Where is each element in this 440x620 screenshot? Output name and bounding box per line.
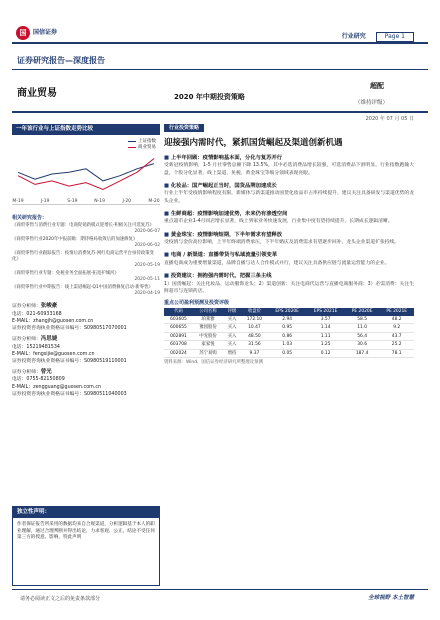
table-header-row: [164, 308, 414, 316]
section: [164, 252, 414, 267]
right-column: [164, 124, 414, 366]
footer-rule: [12, 589, 428, 590]
column-header: EPS 2020E: [268, 308, 306, 316]
table-body: [164, 316, 414, 358]
table-cell: 56.4: [345, 332, 380, 341]
section-lead: ■ 投资建议：拥抱强内需时代，把握三条主线: [164, 273, 414, 280]
left-column: [12, 124, 160, 398]
rating-note: （维持评级）: [354, 100, 388, 106]
table-cell: 78.1: [379, 349, 414, 358]
table-cell: 31.56: [241, 341, 268, 350]
analyst-card: [12, 335, 160, 365]
table-cell: 172.10: [241, 316, 268, 324]
list-item[interactable]: [12, 251, 160, 269]
related-date: 2020-05-19: [134, 262, 160, 268]
analyst-email[interactable]: E-MAIL：zhangjh@guosen.com.cn: [12, 318, 94, 324]
analyst-list: [12, 302, 160, 397]
section: [164, 155, 414, 177]
table-cell: 家家悦: [193, 341, 223, 350]
table-cell: 苏宁易购: [193, 349, 223, 358]
table-cell: 187.4: [345, 349, 380, 358]
table-cell: 1.14: [306, 324, 344, 333]
table-cell: 30.6: [345, 341, 380, 350]
related-list: [12, 223, 160, 296]
table-row: [164, 332, 414, 341]
column-header: 评级: [223, 308, 241, 316]
column-header: PE 2020E: [345, 308, 380, 316]
chart-legend: [128, 139, 156, 150]
table-cell: 0.12: [306, 349, 344, 358]
table-cell: 0.05: [268, 349, 306, 358]
section-body: 1）国货崛起：关注化妆品、运动服饰龙头；2）渠道创新：关注电商代运营与直播电商服务商；3）必需消费：关注生鲜超市与连锁药店。: [164, 281, 414, 295]
table-cell: 600655: [164, 324, 193, 333]
section-lead: ■ 黄金珠宝：疫情影响短期，下半年需求有望释放: [164, 232, 414, 239]
related-date: 2020-06-07: [134, 229, 160, 235]
top-right-tags: [342, 32, 414, 42]
table-cell: 买入: [223, 324, 241, 333]
section: [164, 183, 414, 205]
analyst-cert: 证券投资咨询执业资格证书编号：S0980519110001: [12, 358, 127, 364]
list-item[interactable]: [12, 271, 160, 283]
x-tick-label: J-20: [122, 198, 132, 204]
column-header: PE 2021E: [379, 308, 414, 316]
table-row: [164, 324, 414, 333]
table-cell: 48.2: [379, 316, 414, 324]
series-line: [18, 163, 154, 180]
rating: 超配: [370, 82, 384, 90]
list-item[interactable]: [12, 285, 160, 297]
analyst-phone: 电话：0755-82150809: [12, 377, 65, 383]
legend-item: [128, 145, 156, 151]
section-body: 受疫情与金价高位影响，上半年终端消费承压，下半年婚庆及消费需求有望逐步回补，龙头企业渠道扩张持续。: [164, 240, 400, 246]
table-cell: 买入: [223, 332, 241, 341]
industry-name: 商业贸易: [17, 88, 57, 99]
related-date: 2020-05-11: [134, 276, 160, 282]
x-tick-label: N-19: [94, 198, 105, 204]
table-cell: 43.7: [379, 332, 414, 341]
related-date: 2020-06-02: [134, 242, 160, 248]
table-cell: 1.11: [306, 332, 344, 341]
legend-label: 商业贸易: [138, 144, 156, 150]
related-date: 2020-04-19: [134, 290, 160, 296]
analyst-role: 证券分析师：: [12, 337, 41, 343]
analyst-name: 曾光: [40, 369, 52, 376]
table-cell: 603708: [164, 341, 193, 350]
analyst-role: 证券分析师：: [12, 370, 41, 376]
section-lead: ■ 化妆品：国产崛起正当时，国货品牌加速成长: [164, 183, 414, 190]
section-lead: ■ 上半年回顾：疫情影响基本面，分化与复苏并行: [164, 155, 414, 162]
report-title: 2020 年中期投资策略: [174, 93, 245, 101]
logo-icon: 国: [16, 26, 30, 40]
legend-label: 上证指数: [138, 138, 156, 144]
slogan: 全球视野 本土智慧: [368, 595, 414, 602]
report-date: 2020 年 07 月 05 日: [365, 116, 414, 122]
related-text: 《商贸零售行业跟踪报告：疫情后消费复苏·网红电商运营平台亟待政策变化》: [12, 250, 154, 262]
related-text: 《商贸零售行业2020年中报前瞻：期待格局收敛后的加速修复》: [12, 237, 138, 242]
disclaimer-link[interactable]: 请务必阅读正文之后的免责条款部分: [20, 595, 101, 602]
column-header: EPS 2021E: [306, 308, 344, 316]
analyst-phone: 电话：021-60933168: [12, 311, 62, 317]
legend-swatch: [128, 147, 136, 148]
table-cell: 中宠股份: [193, 332, 223, 341]
analyst-name: 冯思婕: [40, 336, 58, 343]
legend-swatch: [128, 141, 136, 142]
table-row: [164, 349, 414, 358]
table-cell: 25.2: [379, 341, 414, 350]
section-tag: 行业研究: [341, 33, 366, 40]
x-tick-label: M-20: [148, 198, 160, 204]
column-header: 收盘价: [241, 308, 268, 316]
table-cell: 豫园股份: [193, 324, 223, 333]
table-cell: 603605: [164, 316, 193, 324]
table-cell: 珀莱雅: [193, 316, 223, 324]
related-text: 《商贸零售与消费行业专题：电商促销新模式迎增长·积极关注可选复苏》: [12, 223, 154, 229]
table-cell: 2.94: [268, 316, 306, 324]
analyst-role: 证券分析师：: [12, 304, 41, 310]
table-row: [164, 316, 414, 324]
divider: [12, 69, 428, 70]
strategy-tag: 行业投资策略: [164, 124, 204, 132]
table-row: [164, 341, 414, 350]
table-cell: 0.86: [268, 332, 306, 341]
related-text: 《商贸零售行业专题：免税业务全面拓展·拓宽护城河》: [12, 270, 119, 276]
column-header: 代码: [164, 308, 193, 316]
broker-logo: [16, 26, 57, 40]
table-cell: 增持: [223, 349, 241, 358]
table-source: 资料来源：Wind、国信证券经济研究所整理及预测: [164, 360, 263, 366]
section: [164, 211, 414, 226]
section-lead: ■ 生鲜商超：疫情影响加速优势，未来仍有渗透空间: [164, 211, 414, 218]
statement-text: 作者保证报告所采用的数据均来自合规渠道，分析逻辑基于本人的职业理解，通过合理判断并得出结论，力求客观、公正，结论不受任何第三方的授意、影响，特此声明: [17, 521, 155, 541]
table-cell: 58.5: [345, 316, 380, 324]
x-tick-label: J-19: [40, 198, 50, 204]
table-cell: 买入: [223, 341, 241, 350]
series-line: [18, 158, 154, 189]
table-cell: 11.0: [345, 324, 380, 333]
section-body: 行业上半年受疫情影响程度有限，新媒体与新渠道推动国货化妆品市占率持续提升，建议关注具备研发与渠道优势的龙头企业。: [164, 191, 414, 204]
list-item[interactable]: [12, 223, 160, 235]
analyst-card: [12, 302, 160, 332]
x-tick-label: S-19: [67, 198, 78, 204]
table-cell: 买入: [223, 316, 241, 324]
column-header: 公司名称: [193, 308, 223, 316]
table-cell: 002024: [164, 349, 193, 358]
table-cell: 0.95: [268, 324, 306, 333]
analyst-phone: 电话：15219481534: [12, 344, 60, 350]
headline: 迎接强内需时代，紧抓国货崛起及渠道创新机遇: [164, 138, 343, 149]
table-cell: 9.2: [379, 324, 414, 333]
report-type: 证券研究报告—深度报告: [17, 56, 105, 65]
related-title: 相关研究报告：: [12, 214, 48, 221]
analyst-card: [12, 368, 160, 398]
table-cell: 9.37: [241, 349, 268, 358]
chart-title: 一年该行业与上证指数走势比较: [12, 124, 160, 135]
analyst-cert: 证券投资咨询执业资格证书编号：S0980511040003: [12, 391, 127, 397]
top-rule: [12, 42, 428, 44]
analyst-email[interactable]: E-MAIL：fengsijie@guosen.com.cn: [12, 351, 95, 357]
section-body: 直播电商成为重要增量渠道，品牌自播与达人合作模式并行，建议关注具备供应链与流量运营能力的企业。: [164, 261, 390, 267]
table-title: 重点公司盈利预测及投资评级: [164, 300, 230, 307]
page-number: Page 1: [376, 32, 414, 42]
related-text: 《商贸零售行业中期报告：线上渠道崛起·Q1中国消费修复启动·新零售》: [12, 284, 153, 290]
independence-statement: [12, 506, 160, 586]
list-item[interactable]: [12, 237, 160, 249]
section: [164, 232, 414, 247]
section-body: 重点超市企业1-4月同店增长显著，线上到家业务快速发展，行业集中度有望持续提升，长期成长逻辑清晰。: [164, 219, 393, 225]
forecast-table: [164, 308, 414, 358]
table-cell: 3.57: [306, 316, 344, 324]
x-tick-label: M-19: [12, 198, 24, 204]
analyst-cert: 证券投资咨询执业资格证书编号：S0980517070001: [12, 326, 127, 332]
performance-chart: [12, 135, 160, 205]
section: [164, 273, 414, 295]
analyst-email[interactable]: E-MAIL：zengguang@guosen.com.cn: [12, 384, 102, 390]
divider-thick: [12, 111, 428, 113]
logo-text: 国信证券: [33, 29, 58, 37]
analyst-name: 张峻豪: [40, 303, 58, 310]
section-lead: ■ 电商 / 新渠道：直播带货与私域流量引领变革: [164, 252, 414, 259]
table-cell: 48.50: [241, 332, 268, 341]
table-cell: 002891: [164, 332, 193, 341]
table-cell: 1.03: [268, 341, 306, 350]
table-cell: 10.47: [241, 324, 268, 333]
statement-title: 独立性声明：: [13, 507, 159, 518]
table-cell: 1.25: [306, 341, 344, 350]
section-body: 受新冠疫情影响，1-5 月社零售总额下降 13.5%，其中必选消费品增长较强，可选消费品下滑明显。行业指数跑输大盘，个股分化显著，线上渠道、免税、黄金珠宝等细分领域表现亮眼。: [164, 163, 414, 176]
